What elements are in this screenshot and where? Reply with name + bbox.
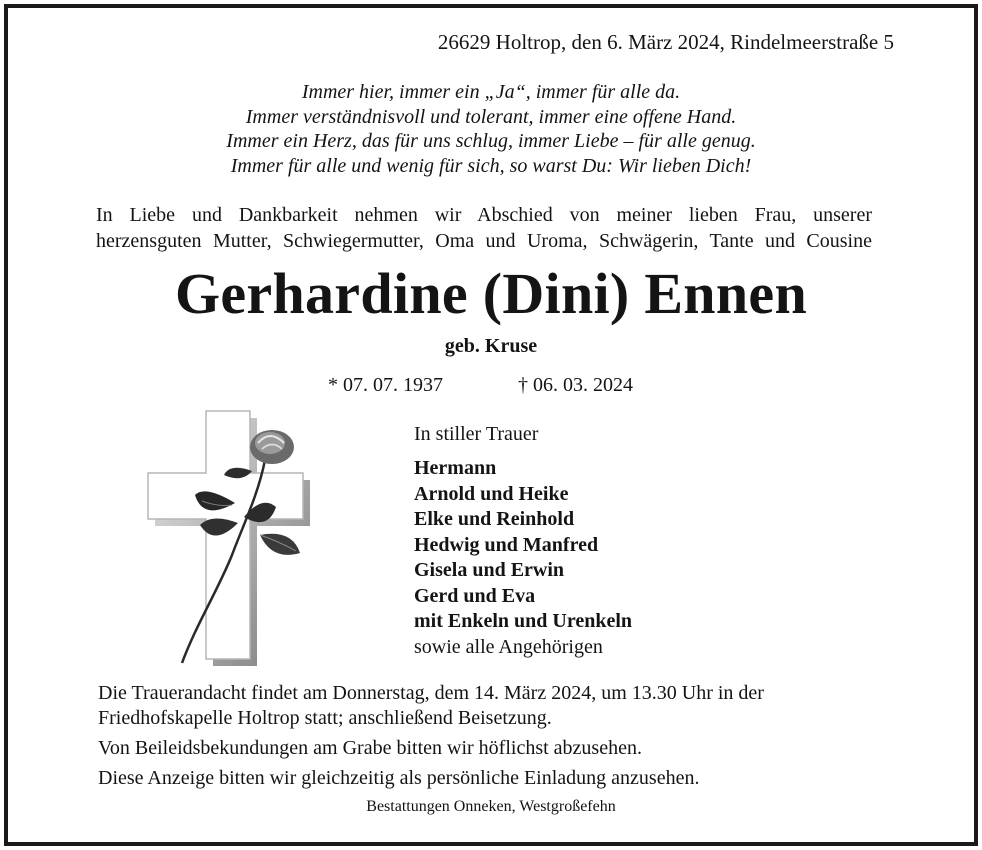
intro-line-1: In Liebe und Dankbarkeit nehmen wir Abschied von meiner lieben Frau, unserer xyxy=(96,204,872,226)
family-member: Hedwig und Manfred xyxy=(414,533,599,556)
family-member: Gerd und Eva xyxy=(414,584,536,607)
birth-date: * 07. 07. 1937 xyxy=(328,374,443,396)
poem-line-1: Immer hier, immer ein „Ja“, immer für alle da. xyxy=(301,81,681,103)
intro-text xyxy=(96,202,872,254)
family-member: Gisela und Erwin xyxy=(414,559,565,581)
service-line-1: Die Trauerandacht findet am Donnerstag, dem 14. März 2024, um 13.30 Uhr in der xyxy=(98,682,764,704)
family-member: Elke und Reinhold xyxy=(414,508,575,530)
family-member: Hermann xyxy=(414,457,497,479)
family-member: mit Enkeln und Urenkeln xyxy=(414,610,633,632)
relatives-line: sowie alle Angehörigen xyxy=(414,635,603,658)
funeral-home: Bestattungen Onneken, Westgroßefehn xyxy=(366,798,616,815)
invitation-note: Diese Anzeige bitten wir gleichzeitig als persönliche Einladung anzusehen. xyxy=(98,767,700,789)
deceased-name: Gerhardine (Dini) Ennen xyxy=(174,261,808,326)
poem-line-2: Immer verständnisvoll und tolerant, immer eine offene Hand. xyxy=(245,105,737,128)
service-line-2: Friedhofskapelle Holtrop statt; anschließend Beisetzung. xyxy=(98,707,552,729)
family-member: Arnold und Heike xyxy=(414,482,569,505)
intro-line-2: herzensguten Mutter, Schwiegermutter, Oma und Uroma, Schwägerin, Tante und Cousine xyxy=(96,230,872,252)
mourning-label: In stiller Trauer xyxy=(414,423,539,445)
poem-line-4: Immer für alle und wenig für sich, so warst Du: Wir lieben Dich! xyxy=(230,154,752,177)
maiden-name: geb. Kruse xyxy=(444,335,538,357)
condolences-note: Von Beileidsbekundungen am Grabe bitten wir höflichst abzusehen. xyxy=(98,737,642,759)
poem-line-3: Immer ein Herz, das für uns schlug, immer Liebe – für alle genug. xyxy=(226,130,756,152)
death-date: † 06. 03. 2024 xyxy=(518,374,633,396)
family-list xyxy=(414,456,632,660)
place-date: 26629 Holtrop, den 6. März 2024, Rindelmeerstraße 5 xyxy=(437,30,894,54)
cross-with-rose-icon xyxy=(140,405,315,667)
